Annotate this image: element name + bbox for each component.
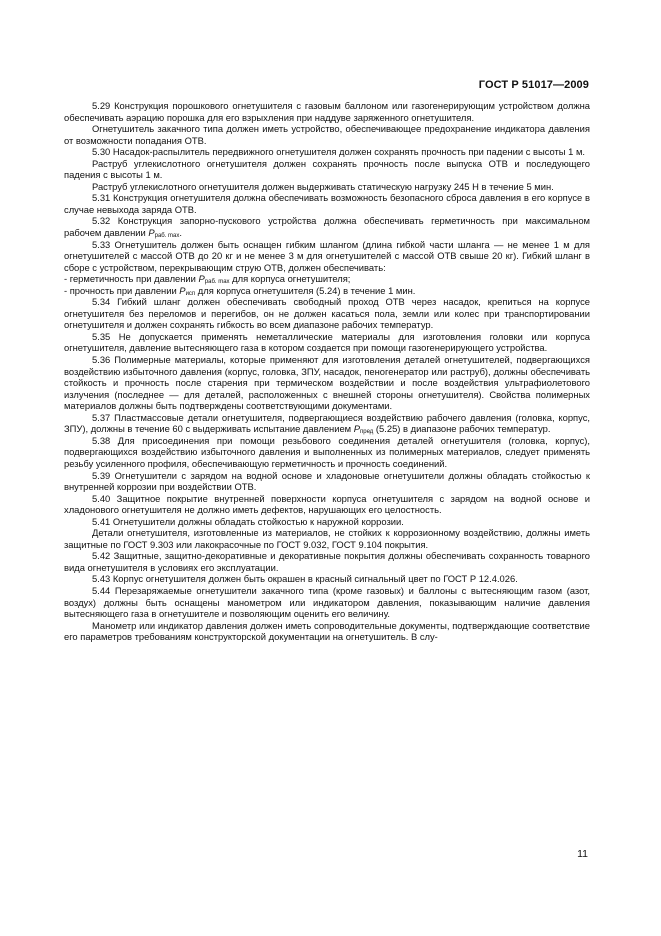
pressure-symbol: P — [148, 227, 155, 239]
list-item-text: - герметичность при давлении — [64, 273, 199, 285]
pressure-symbol: P — [353, 423, 361, 435]
paragraph-5-32-text: 5.32 Конструкция запорно-пускового устройства должна обеспечивать герметичность при максимальном рабочем давлении — [64, 215, 590, 239]
page-number: 11 — [577, 848, 588, 860]
paragraph-indicator-protection: Огнетушитель закачного типа должен иметь устройство, обеспечивающее предохранение индикатора давления от возможности попадания ОТВ. — [64, 123, 590, 146]
pressure-subscript: пред — [360, 429, 374, 436]
paragraph-5-41: 5.41 Огнетушители должны обладать стойкостью к наружной коррозии. — [92, 515, 404, 527]
paragraph-corrosion-coatings: Детали огнетушителя, изготовленные из материалов, не стойких к коррозионному воздействию, должны иметь защитные по ГОСТ 9.303 или лакокрасочные по ГОСТ 9.032, ГОСТ 9.104 покрытия. — [64, 527, 590, 550]
pressure-subscript: раб. max — [204, 279, 230, 286]
paragraph-5-31: 5.31 Конструкция огнетушителя должна обеспечивать возможность безопасного сброса давления в его корпусе в случае невыхода заряда ОТВ. — [64, 192, 590, 215]
list-item-strength — [64, 285, 590, 297]
document-header: ГОСТ Р 51017—2009 — [478, 79, 589, 91]
paragraph-horn-strength: Раструб углекислотного огнетушителя должен сохранять прочность после выпуска ОТВ и последующего падения с высоты 1 м. — [64, 157, 590, 181]
paragraph-5-34: 5.34 Гибкий шланг должен обеспечивать свободный проход ОТВ через насадок, крепиться на корпусе огнетушителя без переломов и перегибов, он не должен касаться пола, земли или колес при транспортировании огнетушителя и должен сохранять гибкость во всем диапазоне рабочих температур. — [64, 296, 590, 331]
paragraph-5-43: 5.43 Корпус огнетушителя должен быть окрашен в красный сигнальный цвет по ГОСТ Р 12.4.026. — [92, 573, 518, 585]
list-item-tightness — [64, 273, 590, 285]
document-body — [64, 100, 590, 643]
paragraph-5-32 — [64, 215, 590, 238]
pressure-symbol: P — [198, 273, 205, 285]
paragraph-5-42: 5.42 Защитные, защитно-декоративные и декоративные покрытия должны обеспечивать сохранность товарного вида огнетушителя в условиях его эксплуатации. — [64, 550, 590, 573]
paragraph-5-30: 5.30 Насадок-распылитель передвижного огнетушителя должен сохранять прочность при падении с высоты 1 м. — [92, 146, 586, 158]
paragraph-5-37 — [64, 412, 590, 435]
paragraph-5-44: 5.44 Перезаряжаемые огнетушители закачного типа (кроме газовых) и баллоны с вытесняющим газом (азот, воздух) должны быть оснащены манометром или индикатором давления, показывающим наличие давления вытесняющего газа в огнетушителе и позволяющим оценить его величину. — [64, 584, 590, 620]
paragraph-horn-load: Раструб углекислотного огнетушителя должен выдерживать статическую нагрузку 245 Н в течение 5 мин. — [92, 180, 554, 192]
paragraph-5-40: 5.40 Защитное покрытие внутренней поверхности корпуса огнетушителя с зарядом на водной основе и хладонового огнетушителя не должно иметь дефектов, нарушающих его целостность. — [64, 492, 590, 516]
list-item-text: для корпуса огнетушителя; — [229, 273, 351, 285]
list-item-text: для корпуса огнетушителя (5.24) в течение 1 мин. — [195, 284, 416, 296]
paragraph-manometer-docs: Манометр или индикатор давления должен иметь сопроводительные документы, подтверждающие соответствие его параметров требованиям конструкторской документации на огнетушитель. В слу- — [64, 619, 590, 643]
pressure-symbol: P — [179, 284, 186, 296]
paragraph-5-39: 5.39 Огнетушители с зарядом на водной основе и хладоновые огнетушители должны обладать стойкостью к внутренней коррозии при воздействии ОТВ. — [64, 469, 590, 493]
paragraph-5-37-text: 5.37 Пластмассовые детали огнетушителя, подвергающиеся воздействию рабочего давления (головка, корпус, ЗПУ), должны в течение 60 с выдерживать испытание давлением — [64, 411, 590, 435]
paragraph-5-37-end: (5.25) в диапазоне рабочих температур. — [373, 423, 551, 435]
paragraph-5-29: 5.29 Конструкция порошкового огнетушителя с газовым баллоном или газогенерирующим устройством должна обеспечивать аэрацию порошка для его взрыхления при наддуве заряженного огнетушителя. — [64, 100, 590, 123]
paragraph-5-38: 5.38 Для присоединения при помощи резьбового соединения деталей огнетушителя (головка, корпус), подвергающихся воздействию избыточного давления и выполненных из полимерных материалов, следует применять резьбу усиленного профиля, обеспечивающую герметичность и прочность соединений. — [64, 434, 590, 469]
paragraph-5-35: 5.35 Не допускается применять неметаллические материалы для изготовления головки или корпуса огнетушителя, давление вытесняющего газа в котором создается при помощи газогенерирующего устройства. — [64, 330, 590, 354]
pressure-subscript: исп — [185, 290, 196, 297]
paragraph-5-32-end: . — [179, 227, 182, 239]
list-item-text: - прочность при давлении — [64, 284, 180, 296]
paragraph-5-33: 5.33 Огнетушитель должен быть оснащен гибким шлангом (длина гибкой части шланга — не менее 1 м для огнетушителей с массой ОТВ до 20 кг и не менее 3 м для огнетушителей с массой ОТВ свыше 20 кг). Гибкий шланг в сборе с устройством, перекрывающим струю ОТВ, должен обеспечивать: — [64, 238, 590, 273]
paragraph-5-36: 5.36 Полимерные материалы, которые применяют для изготовления деталей огнетушителей, подвергающихся воздействию избыточного давления (корпус, головка, ЗПУ, насадок, пеногенератор или раструб), должны обеспечивать стойкость и прочность после старения при термическом воздействии и после воздействия ультрафиолетового излучения (последнее — для деталей, расположенных с внешней стороны огнетушителя). Свойства полимерных материалов должны быть подтверждены соответствующими документами. — [64, 354, 590, 412]
pressure-subscript: раб. max — [154, 233, 180, 240]
